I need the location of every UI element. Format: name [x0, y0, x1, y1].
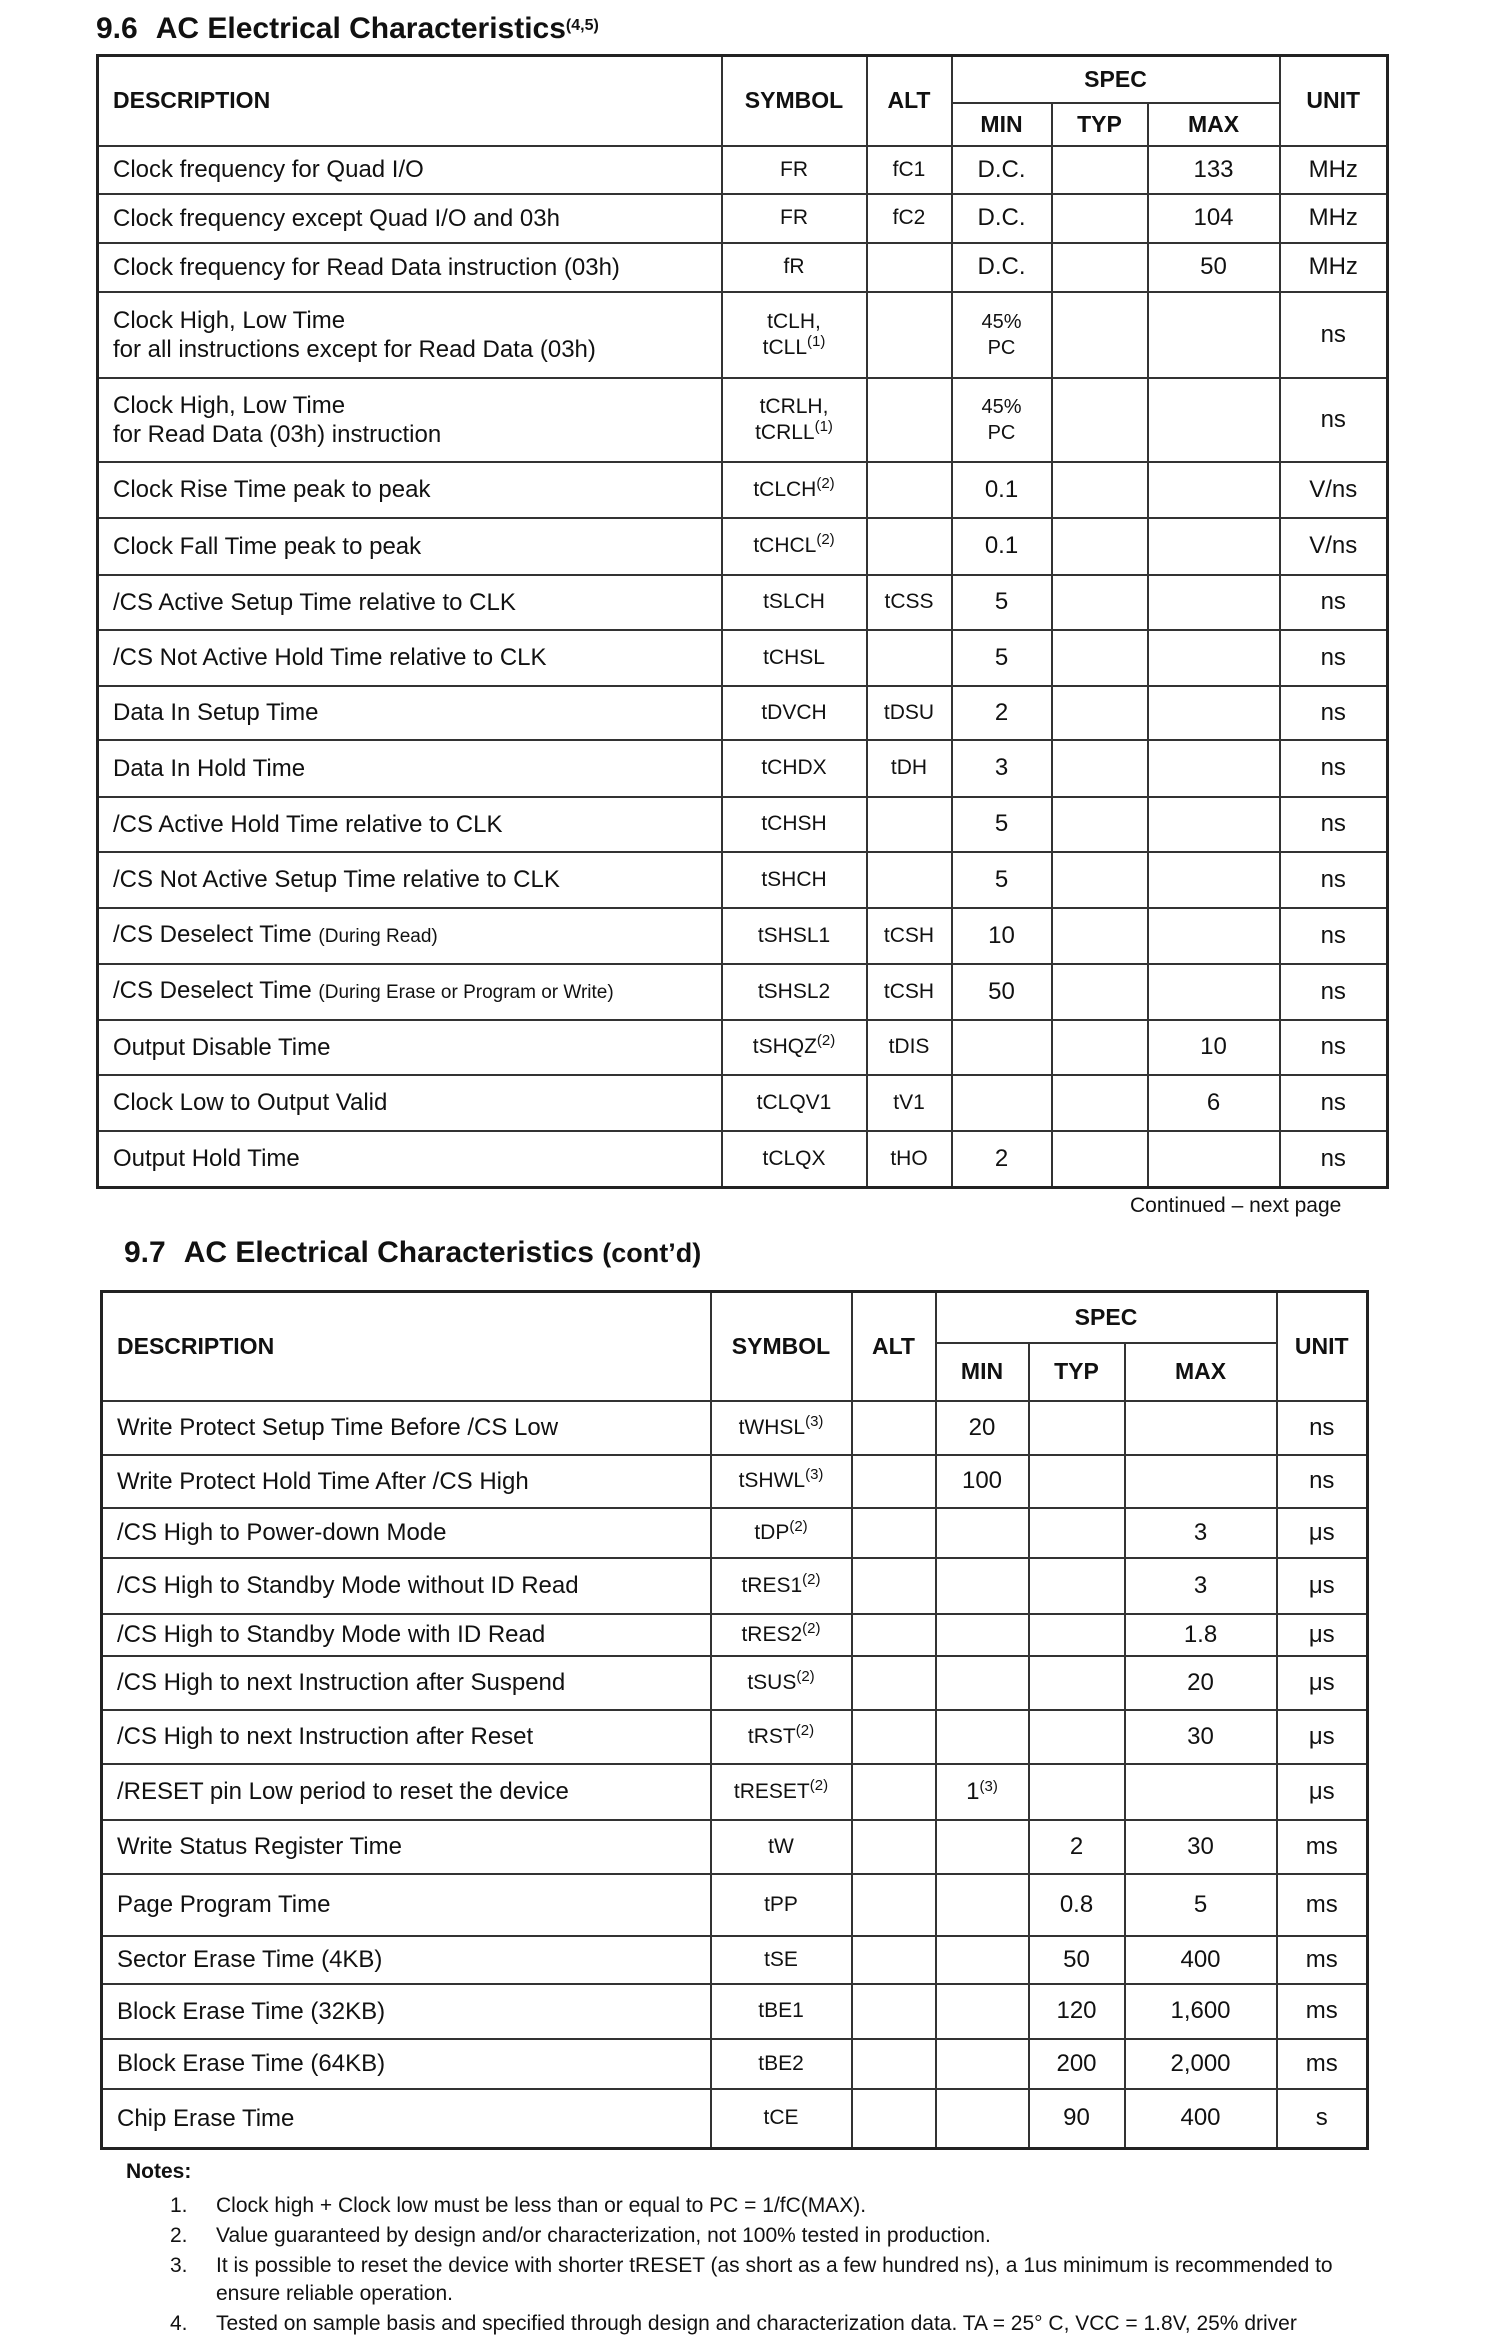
row-max: 104	[1148, 194, 1280, 243]
row-typ	[1029, 1558, 1125, 1614]
row-description: Clock frequency for Quad I/O	[98, 146, 722, 194]
row-description: /CS High to next Instruction after Suspend	[102, 1656, 711, 1710]
row-description: Block Erase Time (32KB)	[102, 1984, 711, 2039]
row-alt	[867, 462, 952, 518]
row-symbol: tRES2$^{(2)}$	[711, 1614, 852, 1656]
row-description: /CS Not Active Setup Time relative to CLK	[98, 852, 722, 908]
row-alt	[852, 1455, 936, 1508]
row-max: 3	[1125, 1558, 1277, 1614]
section-title-superscript: (4,5)	[565, 17, 599, 34]
row-alt	[867, 630, 952, 686]
row-max: 30	[1125, 1820, 1277, 1874]
section-title-suffix: (cont’d)	[602, 1238, 702, 1268]
row-min	[952, 1020, 1052, 1075]
row-unit: μs	[1277, 1508, 1368, 1558]
row-max: 3	[1125, 1508, 1277, 1558]
row-symbol: tSE	[711, 1936, 852, 1984]
row-description: Output Hold Time	[98, 1131, 722, 1188]
row-typ	[1052, 518, 1148, 575]
row-typ	[1029, 1401, 1125, 1455]
row-alt	[852, 1936, 936, 1984]
row-alt	[852, 1656, 936, 1710]
row-typ	[1052, 740, 1148, 797]
row-description: /CS High to Standby Mode with ID Read	[102, 1614, 711, 1656]
table-row	[98, 964, 1388, 1020]
row-unit: ns	[1280, 292, 1388, 378]
row-min: D.C.	[952, 194, 1052, 243]
row-max: 50	[1148, 243, 1280, 292]
row-description: Chip Erase Time	[102, 2089, 711, 2149]
row-unit: μs	[1277, 1710, 1368, 1764]
row-symbol: tRST$^{(2)}$	[711, 1710, 852, 1764]
row-max: 10	[1148, 1020, 1280, 1075]
row-symbol: tW	[711, 1820, 852, 1874]
row-min: 2	[952, 1131, 1052, 1188]
row-typ	[1052, 797, 1148, 852]
row-symbol: tDVCH	[722, 686, 867, 740]
header-min: MIN	[936, 1343, 1029, 1401]
row-typ	[1029, 1455, 1125, 1508]
row-max	[1148, 1131, 1280, 1188]
row-typ	[1029, 1710, 1125, 1764]
row-description: /CS Deselect Time (During Read)	[98, 908, 722, 964]
section-heading-9-6	[96, 12, 599, 46]
header-description: DESCRIPTION	[98, 56, 722, 146]
row-symbol: tRESET$^{(2)}$	[711, 1764, 852, 1820]
row-alt	[852, 1558, 936, 1614]
row-symbol: tCE	[711, 2089, 852, 2149]
row-alt: tDH	[867, 740, 952, 797]
header-unit: UNIT	[1280, 56, 1388, 146]
row-typ	[1052, 686, 1148, 740]
header-typ: TYP	[1052, 103, 1148, 146]
row-min	[936, 1614, 1029, 1656]
row-description: Clock High, Low Time for Read Data (03h) instruction	[98, 378, 722, 462]
row-max: 2,000	[1125, 2039, 1277, 2089]
row-max: 6	[1148, 1075, 1280, 1131]
row-typ	[1052, 146, 1148, 194]
row-min: 20	[936, 1401, 1029, 1455]
row-max	[1125, 1455, 1277, 1508]
notes-title: Notes:	[126, 2160, 192, 2183]
row-unit: ns	[1277, 1401, 1368, 1455]
row-typ	[1029, 1614, 1125, 1656]
row-alt	[852, 1710, 936, 1764]
row-symbol: tPP	[711, 1874, 852, 1936]
row-typ	[1052, 378, 1148, 462]
header-alt: ALT	[867, 56, 952, 146]
table-row	[98, 575, 1388, 630]
row-max: 1,600	[1125, 1984, 1277, 2039]
row-min: 0.1	[952, 462, 1052, 518]
row-description: /RESET pin Low period to reset the device	[102, 1764, 711, 1820]
row-typ	[1052, 462, 1148, 518]
row-description: /CS High to Power-down Mode	[102, 1508, 711, 1558]
row-alt	[852, 1764, 936, 1820]
row-max	[1148, 575, 1280, 630]
table-row	[102, 1710, 1368, 1764]
row-unit: ns	[1280, 852, 1388, 908]
row-unit: s	[1277, 2089, 1368, 2149]
row-unit: ns	[1280, 630, 1388, 686]
row-unit: ms	[1277, 1984, 1368, 2039]
row-unit: ns	[1277, 1455, 1368, 1508]
row-alt	[852, 2089, 936, 2149]
note-number: 4.	[170, 2312, 188, 2335]
row-min: 5	[952, 852, 1052, 908]
row-alt	[867, 378, 952, 462]
row-description: Write Protect Hold Time After /CS High	[102, 1455, 711, 1508]
row-max	[1148, 797, 1280, 852]
notes	[126, 2160, 1356, 2340]
row-alt	[852, 1614, 936, 1656]
row-min: 2	[952, 686, 1052, 740]
row-description: Output Disable Time	[98, 1020, 722, 1075]
row-description: Page Program Time	[102, 1874, 711, 1936]
row-symbol: tCHSH	[722, 797, 867, 852]
row-symbol: tSHCH	[722, 852, 867, 908]
row-description: Data In Setup Time	[98, 686, 722, 740]
row-min: 5	[952, 797, 1052, 852]
row-min	[936, 1874, 1029, 1936]
row-symbol: tCLH, tCLL$^{(1)}$	[722, 292, 867, 378]
header-min: MIN	[952, 103, 1052, 146]
row-symbol: tSHQZ$^{(2)}$	[722, 1020, 867, 1075]
row-min	[936, 1936, 1029, 1984]
table-row	[102, 1984, 1368, 2039]
note-number: 2.	[170, 2224, 188, 2247]
row-description: /CS Deselect Time (During Erase or Program or Write)	[98, 964, 722, 1020]
row-max	[1148, 964, 1280, 1020]
row-description: Clock Low to Output Valid	[98, 1075, 722, 1131]
row-alt: tDSU	[867, 686, 952, 740]
row-unit: V/ns	[1280, 462, 1388, 518]
note-text: Clock high + Clock low must be less than or equal to PC = 1/fC(MAX).	[216, 2194, 867, 2217]
table-row	[102, 1656, 1368, 1710]
row-max	[1125, 1401, 1277, 1455]
row-min: 5	[952, 630, 1052, 686]
row-alt	[852, 1401, 936, 1455]
row-symbol: tWHSL$^{(3)}$	[711, 1401, 852, 1455]
row-typ	[1052, 575, 1148, 630]
row-max	[1148, 630, 1280, 686]
row-typ	[1052, 194, 1148, 243]
table-row	[102, 2089, 1368, 2149]
section-title: AC Electrical Characteristics	[155, 12, 566, 45]
note-item	[126, 2222, 1356, 2250]
row-typ	[1052, 1020, 1148, 1075]
row-unit: MHz	[1280, 243, 1388, 292]
row-alt: fC1	[867, 146, 952, 194]
row-symbol: tSHSL2	[722, 964, 867, 1020]
row-min: 50	[952, 964, 1052, 1020]
section-title: AC Electrical Characteristics	[183, 1236, 594, 1269]
row-description: Block Erase Time (64KB)	[102, 2039, 711, 2089]
row-description: /CS Active Hold Time relative to CLK	[98, 797, 722, 852]
table-row	[98, 1020, 1388, 1075]
row-typ	[1052, 1075, 1148, 1131]
header-symbol: SYMBOL	[722, 56, 867, 146]
row-min	[936, 1558, 1029, 1614]
row-min: 45% PC	[952, 292, 1052, 378]
table-row	[102, 1764, 1368, 1820]
row-unit: ms	[1277, 2039, 1368, 2089]
table-row	[102, 1401, 1368, 1455]
row-symbol: tSLCH	[722, 575, 867, 630]
row-max: 5	[1125, 1874, 1277, 1936]
table-row	[98, 378, 1388, 462]
table-row	[98, 630, 1388, 686]
header-max: MAX	[1125, 1343, 1277, 1401]
row-symbol: tCLCH$^{(2)}$	[722, 462, 867, 518]
row-symbol: tBE1	[711, 1984, 852, 2039]
row-symbol: tSUS$^{(2)}$	[711, 1656, 852, 1710]
row-description: Clock frequency except Quad I/O and 03h	[98, 194, 722, 243]
row-symbol: tCLQX	[722, 1131, 867, 1188]
table-row	[98, 797, 1388, 852]
note-item	[126, 2192, 1356, 2220]
row-unit: MHz	[1280, 146, 1388, 194]
row-min: D.C.	[952, 243, 1052, 292]
row-unit: ns	[1280, 964, 1388, 1020]
table-row	[98, 292, 1388, 378]
row-max: 400	[1125, 1936, 1277, 1984]
row-alt: tV1	[867, 1075, 952, 1131]
table-row	[98, 243, 1388, 292]
row-alt	[867, 243, 952, 292]
row-unit: μs	[1277, 1656, 1368, 1710]
table-row	[102, 2039, 1368, 2089]
row-alt: tCSS	[867, 575, 952, 630]
ac-characteristics-table	[96, 54, 1389, 1189]
row-alt: tCSH	[867, 908, 952, 964]
row-symbol: FR	[722, 146, 867, 194]
row-unit: ns	[1280, 908, 1388, 964]
row-typ	[1029, 1764, 1125, 1820]
note-text: Value guaranteed by design and/or characterization, not 100% tested in production.	[216, 2224, 991, 2247]
row-min: 45% PC	[952, 378, 1052, 462]
table-row	[102, 1820, 1368, 1874]
row-max	[1148, 740, 1280, 797]
row-alt: tHO	[867, 1131, 952, 1188]
row-max: 30	[1125, 1710, 1277, 1764]
note-number: 1.	[170, 2194, 188, 2217]
row-description: Write Protect Setup Time Before /CS Low	[102, 1401, 711, 1455]
row-max	[1148, 852, 1280, 908]
row-unit: ns	[1280, 740, 1388, 797]
row-max: 133	[1148, 146, 1280, 194]
row-min: 3	[952, 740, 1052, 797]
row-symbol: tCHCL$^{(2)}$	[722, 518, 867, 575]
row-unit: ms	[1277, 1820, 1368, 1874]
row-symbol: tCLQV1	[722, 1075, 867, 1131]
row-max	[1125, 1764, 1277, 1820]
row-description: Clock High, Low Time for all instructions except for Read Data (03h)	[98, 292, 722, 378]
header-typ: TYP	[1029, 1343, 1125, 1401]
row-max	[1148, 686, 1280, 740]
table-row	[98, 462, 1388, 518]
row-min	[936, 1984, 1029, 2039]
note-item	[126, 2252, 1356, 2308]
row-min	[936, 1710, 1029, 1764]
row-max	[1148, 518, 1280, 575]
row-typ: 0.8	[1029, 1874, 1125, 1936]
row-min	[936, 2039, 1029, 2089]
row-description: Data In Hold Time	[98, 740, 722, 797]
row-symbol: tRES1$^{(2)}$	[711, 1558, 852, 1614]
row-unit: ms	[1277, 1936, 1368, 1984]
row-min: 100	[936, 1455, 1029, 1508]
table-row	[98, 1131, 1388, 1188]
table-row	[98, 146, 1388, 194]
row-description: Write Status Register Time	[102, 1820, 711, 1874]
header-spec: SPEC	[936, 1292, 1277, 1343]
table-row	[98, 194, 1388, 243]
header-symbol: SYMBOL	[711, 1292, 852, 1401]
row-unit: μs	[1277, 1764, 1368, 1820]
row-description: /CS High to Standby Mode without ID Read	[102, 1558, 711, 1614]
table-row	[98, 740, 1388, 797]
row-description: /CS High to next Instruction after Reset	[102, 1710, 711, 1764]
table-row	[102, 1874, 1368, 1936]
row-unit: V/ns	[1280, 518, 1388, 575]
row-typ	[1052, 292, 1148, 378]
row-symbol: tBE2	[711, 2039, 852, 2089]
row-alt	[852, 1820, 936, 1874]
row-unit: MHz	[1280, 194, 1388, 243]
row-alt	[867, 797, 952, 852]
note-item	[126, 2310, 1356, 2338]
row-typ: 2	[1029, 1820, 1125, 1874]
row-typ: 200	[1029, 2039, 1125, 2089]
row-unit: ns	[1280, 575, 1388, 630]
row-max: 400	[1125, 2089, 1277, 2149]
table-row	[102, 1558, 1368, 1614]
row-typ: 90	[1029, 2089, 1125, 2149]
row-unit: ns	[1280, 686, 1388, 740]
table-row	[102, 1455, 1368, 1508]
row-typ	[1052, 243, 1148, 292]
row-alt	[867, 292, 952, 378]
row-alt: tDIS	[867, 1020, 952, 1075]
row-max	[1148, 462, 1280, 518]
row-description: /CS Not Active Hold Time relative to CLK	[98, 630, 722, 686]
row-unit: ns	[1280, 378, 1388, 462]
row-symbol: tSHSL1	[722, 908, 867, 964]
row-symbol: tCHSL	[722, 630, 867, 686]
table-row	[98, 686, 1388, 740]
row-typ	[1052, 852, 1148, 908]
row-description: Clock Fall Time peak to peak	[98, 518, 722, 575]
row-min: 1$^{(3)}$	[936, 1764, 1029, 1820]
row-min	[936, 1820, 1029, 1874]
row-min	[952, 1075, 1052, 1131]
note-text: Tested on sample basis and specified through design and characterization data. TA = 25° C, VCC = 1.8V, 25% driver	[216, 2312, 1297, 2335]
row-symbol: fR	[722, 243, 867, 292]
row-unit: ns	[1280, 1020, 1388, 1075]
row-alt	[867, 852, 952, 908]
row-max: 1.8	[1125, 1614, 1277, 1656]
row-min: 5	[952, 575, 1052, 630]
row-min: 0.1	[952, 518, 1052, 575]
row-unit: ns	[1280, 1131, 1388, 1188]
row-min: 10	[952, 908, 1052, 964]
row-max	[1148, 908, 1280, 964]
row-symbol: tSHWL$^{(3)}$	[711, 1455, 852, 1508]
row-symbol: FR	[722, 194, 867, 243]
row-min: D.C.	[952, 146, 1052, 194]
note-text: It is possible to reset the device with shorter tRESET (as short as a few hundred ns), a 1us minimum is recommended to ensure reliable operation.	[216, 2254, 1333, 2305]
row-unit: ms	[1277, 1874, 1368, 1936]
section-heading-9-7	[124, 1236, 701, 1270]
table-row	[98, 1075, 1388, 1131]
section-number: 9.6	[96, 12, 138, 45]
row-alt	[852, 2039, 936, 2089]
row-typ	[1029, 1656, 1125, 1710]
section-number: 9.7	[124, 1236, 166, 1269]
row-symbol: tCRLH, tCRLL$^{(1)}$	[722, 378, 867, 462]
row-alt	[852, 1508, 936, 1558]
table-row	[102, 1508, 1368, 1558]
row-alt	[867, 518, 952, 575]
row-max	[1148, 378, 1280, 462]
table-row	[102, 1936, 1368, 1984]
row-description: Clock Rise Time peak to peak	[98, 462, 722, 518]
row-description: Clock frequency for Read Data instruction (03h)	[98, 243, 722, 292]
row-typ	[1052, 908, 1148, 964]
row-typ	[1052, 630, 1148, 686]
row-unit: ns	[1280, 1075, 1388, 1131]
row-alt: fC2	[867, 194, 952, 243]
table-row	[102, 1614, 1368, 1656]
note-number: 3.	[170, 2254, 188, 2277]
header-max: MAX	[1148, 103, 1280, 146]
row-symbol: tDP$^{(2)}$	[711, 1508, 852, 1558]
row-typ	[1052, 1131, 1148, 1188]
row-symbol: tCHDX	[722, 740, 867, 797]
table-row	[98, 518, 1388, 575]
header-spec: SPEC	[952, 56, 1280, 103]
header-alt: ALT	[852, 1292, 936, 1401]
row-min	[936, 2089, 1029, 2149]
row-typ: 50	[1029, 1936, 1125, 1984]
row-typ	[1052, 964, 1148, 1020]
row-unit: μs	[1277, 1614, 1368, 1656]
row-description: /CS Active Setup Time relative to CLK	[98, 575, 722, 630]
row-alt: tCSH	[867, 964, 952, 1020]
header-unit: UNIT	[1277, 1292, 1368, 1401]
row-description: Sector Erase Time (4KB)	[102, 1936, 711, 1984]
row-alt	[852, 1874, 936, 1936]
row-typ	[1029, 1508, 1125, 1558]
row-max: 20	[1125, 1656, 1277, 1710]
header-description: DESCRIPTION	[102, 1292, 711, 1401]
table-row	[98, 908, 1388, 964]
table-row	[98, 852, 1388, 908]
ac-characteristics-contd-table	[100, 1290, 1369, 2150]
row-alt	[852, 1984, 936, 2039]
row-min	[936, 1508, 1029, 1558]
row-typ: 120	[1029, 1984, 1125, 2039]
row-max	[1148, 292, 1280, 378]
row-min	[936, 1656, 1029, 1710]
row-unit: ns	[1280, 797, 1388, 852]
row-unit: μs	[1277, 1558, 1368, 1614]
continued-note: Continued – next page	[1130, 1194, 1342, 1217]
